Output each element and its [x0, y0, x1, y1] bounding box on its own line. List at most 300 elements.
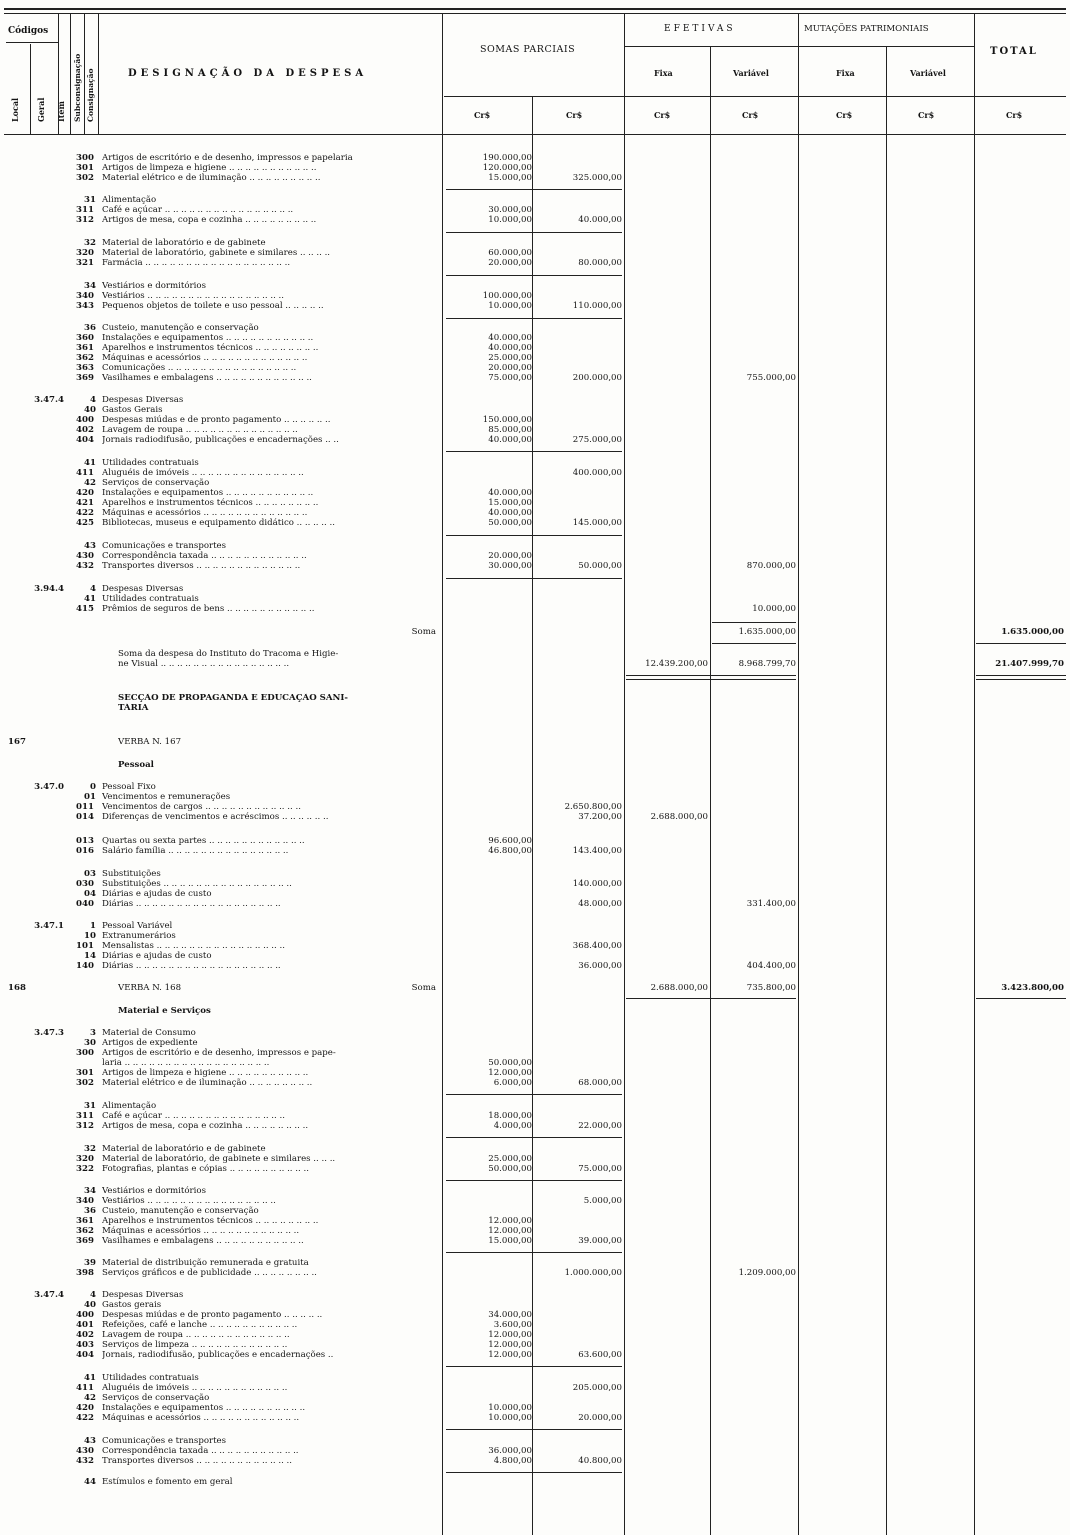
item-code: 013 — [76, 836, 94, 846]
expense-description: Transportes diversos .. .. .. .. .. .. .. .. .. .. .. .. — [102, 1456, 293, 1466]
item-code: 361 — [76, 1216, 94, 1226]
expense-description: Pessoal — [118, 760, 154, 770]
expense-description: Material elétrico e de iluminação .. .. .. .. .. .. .. .. — [102, 1078, 313, 1088]
item-code: 360 — [76, 333, 94, 343]
geral-code: 3.47.1 — [34, 921, 64, 931]
item-code: 411 — [76, 1383, 94, 1393]
expense-description: Extranumerários — [102, 931, 176, 941]
expense-description: Diárias e ajudas de custo — [102, 951, 212, 961]
amount-p2: 36.000,00 — [578, 961, 622, 971]
item-code: 420 — [76, 1403, 94, 1413]
item-code: 415 — [76, 604, 94, 614]
expense-description: Serviços de conservação — [102, 478, 210, 488]
amount-ev: 1.635.000,00 — [738, 627, 796, 637]
amount-ef: 2.688.000,00 — [650, 983, 708, 993]
rule — [444, 96, 1066, 97]
expense-description: Instalações e equipamentos .. .. .. .. .. .. .. .. .. .. .. — [102, 333, 314, 343]
expense-description: Diárias e ajudas de custo — [102, 889, 212, 899]
expense-description: Material de Consumo — [102, 1028, 196, 1038]
amount-p1: 3.600,00 — [493, 1320, 532, 1330]
consignacao-code: 36 — [84, 1206, 96, 1216]
expense-description: Soma da despesa do Instituto do Tracoma e Higie- — [118, 649, 339, 659]
amount-p2: 140.000,00 — [572, 879, 622, 889]
soma-label: Soma — [411, 983, 436, 993]
amount-p2: 2.650.800,00 — [564, 802, 622, 812]
expense-description: Serviços de limpeza .. .. .. .. .. .. .. .. .. .. .. .. — [102, 1340, 288, 1350]
expense-description: Instalações e equipamentos .. .. .. .. .. .. .. .. .. .. .. — [102, 488, 314, 498]
item-code: 320 — [76, 248, 94, 258]
rule — [624, 14, 625, 1535]
amount-p2: 40.800,00 — [578, 1456, 622, 1466]
expense-description: Lavagem de roupa .. .. .. .. .. .. .. .. .. .. .. .. .. .. — [102, 425, 298, 435]
amount-p2: 40.000,00 — [578, 215, 622, 225]
expense-description: Aluguéis de imóveis .. .. .. .. .. .. .. .. .. .. .. .. — [102, 1383, 288, 1393]
expense-description: Artigos de limpeza e higiene .. .. .. .. .. .. .. .. .. .. — [102, 1068, 309, 1078]
expense-description: Comunicações .. .. .. .. .. .. .. .. .. .. .. .. .. .. .. .. — [102, 363, 297, 373]
item-code: 402 — [76, 425, 94, 435]
expense-description: Despesas miúdas e de pronto pagamento .. .. .. .. .. .. — [102, 415, 331, 425]
item-code: 300 — [76, 153, 94, 163]
amount-p1: 12.000,00 — [488, 1350, 532, 1360]
geral-code: 3.94.4 — [34, 584, 64, 594]
expense-description: Vestiários .. .. .. .. .. .. .. .. .. .. .. .. .. .. .. .. — [102, 1196, 276, 1206]
rule — [446, 1472, 622, 1473]
consignacao-code: 39 — [84, 1258, 96, 1268]
consignacao-code: 10 — [84, 931, 96, 941]
currency-mf: Cr$ — [836, 110, 853, 120]
amount-p1: 120.000,00 — [482, 163, 532, 173]
rule — [710, 46, 711, 1535]
item-code: 320 — [76, 1154, 94, 1164]
header-total: TOTAL — [990, 46, 1038, 57]
consignacao-code: 0 — [90, 782, 96, 792]
rule — [446, 1137, 622, 1138]
header-mutacoes: MUTAÇÕES PATRIMONIAIS — [804, 24, 929, 34]
expense-description: Vestiários .. .. .. .. .. .. .. .. .. .. .. .. .. .. .. .. .. — [102, 291, 284, 301]
expense-description: Fotografias, plantas e cópias .. .. .. .. .. .. .. .. .. .. — [102, 1164, 309, 1174]
rule — [446, 535, 622, 536]
amount-p2: 50.000,00 — [578, 561, 622, 571]
expense-description: Alimentação — [102, 1101, 157, 1111]
rule — [974, 14, 975, 1535]
header-mutacoes-variavel: Variável — [910, 68, 946, 78]
consignacao-code: 43 — [84, 541, 96, 551]
expense-description: Refeições, café e lanche .. .. .. .. .. .. .. .. .. .. .. — [102, 1320, 298, 1330]
amount-p1: 30.000,00 — [488, 205, 532, 215]
top-rule — [4, 8, 1066, 10]
geral-code: 3.47.0 — [34, 782, 64, 792]
consignacao-code: 42 — [84, 478, 96, 488]
item-code: 311 — [76, 1111, 94, 1121]
expense-description: Lavagem de roupa .. .. .. .. .. .. .. .. .. .. .. .. .. — [102, 1330, 290, 1340]
header-efetivas-fixa: Fixa — [654, 68, 673, 78]
amount-p1: 20.000,00 — [488, 551, 532, 561]
expense-description: Salário família .. .. .. .. .. .. .. .. .. .. .. .. .. .. .. — [102, 846, 289, 856]
consignacao-code: 4 — [90, 584, 96, 594]
header-mutacoes-fixa: Fixa — [836, 68, 855, 78]
expense-description: Artigos de escritório e de desenho, impressos e papelaria — [102, 153, 353, 163]
item-code: 301 — [76, 163, 94, 173]
rule — [30, 44, 31, 134]
consignacao-code: 31 — [84, 195, 96, 205]
expense-description: Substituições — [102, 869, 161, 879]
amount-total: 1.635.000,00 — [1001, 627, 1064, 637]
consignacao-code: 40 — [84, 405, 96, 415]
amount-p2: 200.000,00 — [572, 373, 622, 383]
header-subconsignacao: Subconsignação — [73, 53, 82, 122]
item-code: 400 — [76, 415, 94, 425]
expense-description: Aluguéis de imóveis .. .. .. .. .. .. .. .. .. .. .. .. .. .. — [102, 468, 304, 478]
local-code: 167 — [8, 737, 26, 747]
expense-description: Diárias .. .. .. .. .. .. .. .. .. .. .. .. .. .. .. .. .. .. — [102, 961, 281, 971]
expense-description: Máquinas e acessórios .. .. .. .. .. .. .. .. .. .. .. .. — [102, 1413, 300, 1423]
amount-p2: 275.000,00 — [572, 435, 622, 445]
amount-p2: 368.400,00 — [572, 941, 622, 951]
expense-description: Material de distribuição remunerada e gratuita — [102, 1258, 309, 1268]
header-efetivas: EFETIVAS — [664, 24, 736, 34]
header-designacao: DESIGNAÇÃO DA DESPESA — [128, 68, 368, 79]
expense-description: Material de laboratório e de gabinete — [102, 238, 266, 248]
amount-ev: 1.209.000,00 — [738, 1268, 796, 1278]
item-code: 404 — [76, 1350, 94, 1360]
item-code: 363 — [76, 363, 94, 373]
expense-description: Vencimentos e remunerações — [102, 792, 231, 802]
item-code: 362 — [76, 353, 94, 363]
expense-description: Utilidades contratuais — [102, 458, 199, 468]
expense-description: Material de laboratório, gabinete e similares .. .. .. .. — [102, 248, 331, 258]
expense-description: Diárias .. .. .. .. .. .. .. .. .. .. .. .. .. .. .. .. .. .. — [102, 899, 281, 909]
amount-p1: 20.000,00 — [488, 363, 532, 373]
expense-description: Pequenos objetos de toilete e uso pessoal .. .. .. .. .. — [102, 301, 324, 311]
rule — [446, 1252, 622, 1253]
amount-p1: 75.000,00 — [488, 373, 532, 383]
expense-description: Diferenças de vencimentos e acréscimos .. .. .. .. .. .. — [102, 812, 329, 822]
amount-p1: 10.000,00 — [488, 1413, 532, 1423]
amount-p1: 12.000,00 — [488, 1068, 532, 1078]
expense-description: Aparelhos e instrumentos técnicos .. .. .. .. .. .. .. .. — [102, 1216, 319, 1226]
amount-p1: 12.000,00 — [488, 1216, 532, 1226]
rule — [446, 451, 622, 452]
expense-description: Transportes diversos .. .. .. .. .. .. .. .. .. .. .. .. .. — [102, 561, 301, 571]
expense-description: Artigos de expediente — [102, 1038, 198, 1048]
amount-p1: 15.000,00 — [488, 1236, 532, 1246]
amount-p1: 60.000,00 — [488, 248, 532, 258]
item-code: 369 — [76, 1236, 94, 1246]
item-code: 401 — [76, 1320, 94, 1330]
item-code: 369 — [76, 373, 94, 383]
rule — [446, 578, 622, 579]
expense-description: VERBA N. 168 — [118, 983, 182, 993]
item-code: 398 — [76, 1268, 94, 1278]
amount-ev: 404.400,00 — [746, 961, 796, 971]
expense-description: Alimentação — [102, 195, 157, 205]
rule — [446, 1180, 622, 1181]
consignacao-code: 31 — [84, 1101, 96, 1111]
expense-description: laria .. .. .. .. .. .. .. .. .. .. .. .. .. .. .. .. .. .. — [102, 1058, 270, 1068]
top-rule-thin — [4, 13, 1066, 14]
rule — [976, 998, 1066, 999]
expense-description: Farmácia .. .. .. .. .. .. .. .. .. .. .. .. .. .. .. .. .. .. — [102, 258, 291, 268]
amount-p1: 18.000,00 — [488, 1111, 532, 1121]
item-code: 425 — [76, 518, 94, 528]
amount-p1: 25.000,00 — [488, 353, 532, 363]
amount-p1: 10.000,00 — [488, 301, 532, 311]
header-item: Item — [56, 101, 66, 122]
consignacao-code: 41 — [84, 594, 96, 604]
consignacao-code: 43 — [84, 1436, 96, 1446]
amount-p2: 400.000,00 — [572, 468, 622, 478]
amount-p1: 85.000,00 — [488, 425, 532, 435]
rule — [6, 42, 58, 43]
amount-p1: 30.000,00 — [488, 561, 532, 571]
rule — [712, 643, 796, 644]
amount-ev: 735.800,00 — [746, 983, 796, 993]
expense-description: Material de laboratório e de gabinete — [102, 1144, 266, 1154]
expense-description: Jornais radiodifusão, publicações e encadernações .. .. — [102, 435, 339, 445]
item-code: 312 — [76, 215, 94, 225]
consignacao-code: 44 — [84, 1477, 96, 1487]
item-code: 101 — [76, 941, 94, 951]
item-code: 011 — [76, 802, 94, 812]
amount-p1: 4.000,00 — [493, 1121, 532, 1131]
amount-p1: 12.000,00 — [488, 1340, 532, 1350]
amount-p2: 22.000,00 — [578, 1121, 622, 1131]
consignacao-code: 40 — [84, 1300, 96, 1310]
currency-p2: Cr$ — [566, 110, 583, 120]
header-codigos: Códigos — [8, 26, 49, 36]
amount-p2: 1.000.000,00 — [564, 1268, 622, 1278]
consignacao-code: 14 — [84, 951, 96, 961]
amount-p2: 63.600,00 — [578, 1350, 622, 1360]
amount-p1: 50.000,00 — [488, 518, 532, 528]
expense-description: Vestiários e dormitórios — [102, 281, 206, 291]
expense-description: Quartas ou sexta partes .. .. .. .. .. .. .. .. .. .. .. .. — [102, 836, 305, 846]
expense-description: Despesas Diversas — [102, 1290, 184, 1300]
expense-description: Material elétrico e de iluminação .. .. .. .. .. .. .. .. .. — [102, 173, 321, 183]
item-code: 421 — [76, 498, 94, 508]
consignacao-code: 04 — [84, 889, 96, 899]
expense-description: Pessoal Variável — [102, 921, 173, 931]
item-code: 343 — [76, 301, 94, 311]
amount-ef: 12.439.200,00 — [645, 659, 708, 669]
amount-p1: 15.000,00 — [488, 498, 532, 508]
rule — [712, 622, 796, 623]
rule — [446, 189, 622, 190]
amount-p1: 40.000,00 — [488, 343, 532, 353]
amount-ev: 331.400,00 — [746, 899, 796, 909]
item-code: 014 — [76, 812, 94, 822]
item-code: 430 — [76, 1446, 94, 1456]
rule — [626, 675, 796, 680]
rule — [446, 1429, 622, 1430]
item-code: 311 — [76, 205, 94, 215]
amount-p1: 34.000,00 — [488, 1310, 532, 1320]
item-code: 322 — [76, 1164, 94, 1174]
amount-p2: 75.000,00 — [578, 1164, 622, 1174]
amount-p1: 96.600,00 — [488, 836, 532, 846]
consignacao-code: 4 — [90, 395, 96, 405]
consignacao-code: 41 — [84, 458, 96, 468]
amount-p2: 110.000,00 — [572, 301, 622, 311]
rule — [532, 96, 533, 1535]
amount-p1: 12.000,00 — [488, 1226, 532, 1236]
amount-p1: 15.000,00 — [488, 173, 532, 183]
expense-description: Aparelhos e instrumentos técnicos .. .. .. .. .. .. .. .. — [102, 343, 319, 353]
geral-code: 3.47.3 — [34, 1028, 64, 1038]
amount-p2: 80.000,00 — [578, 258, 622, 268]
item-code: 420 — [76, 488, 94, 498]
rule — [98, 14, 99, 134]
item-code: 140 — [76, 961, 94, 971]
expense-description: Mensalistas .. .. .. .. .. .. .. .. .. .. .. .. .. .. .. .. — [102, 941, 285, 951]
amount-p2: 5.000,00 — [583, 1196, 622, 1206]
expense-description: Jornais, radiodifusão, publicações e encadernações .. — [102, 1350, 334, 1360]
expense-description: Aparelhos e instrumentos técnicos .. .. .. .. .. .. .. .. — [102, 498, 319, 508]
rule — [58, 14, 59, 134]
rule — [886, 46, 887, 1535]
item-code: 301 — [76, 1068, 94, 1078]
item-code: 016 — [76, 846, 94, 856]
amount-ev: 755.000,00 — [746, 373, 796, 383]
expense-description: Gastos Gerais — [102, 405, 163, 415]
amount-p1: 40.000,00 — [488, 435, 532, 445]
expense-description: Custeio, manutenção e conservação — [102, 1206, 259, 1216]
item-code: 403 — [76, 1340, 94, 1350]
item-code: 030 — [76, 879, 94, 889]
expense-description: Pessoal Fixo — [102, 782, 156, 792]
expense-description: Correspondência taxada .. .. .. .. .. .. .. .. .. .. .. .. — [102, 551, 307, 561]
currency-p1: Cr$ — [474, 110, 491, 120]
expense-description: Material de laboratório, de gabinete e similares .. .. .. — [102, 1154, 336, 1164]
amount-p2: 143.400,00 — [572, 846, 622, 856]
consignacao-code: 34 — [84, 281, 96, 291]
amount-ev: 10.000,00 — [752, 604, 796, 614]
consignacao-code: 32 — [84, 1144, 96, 1154]
rule — [446, 318, 622, 319]
header-efetivas-variavel: Variável — [733, 68, 769, 78]
expense-description: Gastos gerais — [102, 1300, 162, 1310]
rule — [976, 643, 1066, 644]
amount-p1: 20.000,00 — [488, 258, 532, 268]
amount-p2: 37.200,00 — [578, 812, 622, 822]
expense-description: Despesas miúdas e de pronto pagamento .. .. .. .. .. — [102, 1310, 323, 1320]
expense-description: Café e açúcar .. .. .. .. .. .. .. .. .. .. .. .. .. .. .. .. — [102, 205, 294, 215]
item-code: 402 — [76, 1330, 94, 1340]
amount-p1: 190.000,00 — [482, 153, 532, 163]
expense-description: Vencimentos de cargos .. .. .. .. .. .. .. .. .. .. .. .. — [102, 802, 301, 812]
item-code: 362 — [76, 1226, 94, 1236]
expense-description: Despesas Diversas — [102, 395, 184, 405]
amount-p1: 10.000,00 — [488, 215, 532, 225]
expense-description: Café e açúcar .. .. .. .. .. .. .. .. .. .. .. .. .. .. .. — [102, 1111, 285, 1121]
item-code: 321 — [76, 258, 94, 268]
expense-description: Serviços de conservação — [102, 1393, 210, 1403]
consignacao-code: 3 — [90, 1028, 96, 1038]
expense-description: Instalações e equipamentos .. .. .. .. .. .. .. .. .. .. — [102, 1403, 306, 1413]
expense-description: SECÇÃO DE PROPAGANDA E EDUCAÇÃO SANI- — [118, 693, 348, 703]
item-code: 340 — [76, 1196, 94, 1206]
consignacao-code: 30 — [84, 1038, 96, 1048]
amount-p1: 36.000,00 — [488, 1446, 532, 1456]
amount-p1: 40.000,00 — [488, 508, 532, 518]
consignacao-code: 36 — [84, 323, 96, 333]
expense-description: Comunicações e transportes — [102, 541, 227, 551]
currency-ev: Cr$ — [742, 110, 759, 120]
local-code: 168 — [8, 983, 26, 993]
item-code: 302 — [76, 1078, 94, 1088]
expense-description: Vasilhames e embalagens .. .. .. .. .. .. .. .. .. .. .. .. — [102, 373, 312, 383]
expense-description: Material e Serviços — [118, 1006, 211, 1016]
expense-description: Artigos de escritório e de desenho, impressos e pape- — [102, 1048, 336, 1058]
consignacao-code: 42 — [84, 1393, 96, 1403]
amount-p2: 48.000,00 — [578, 899, 622, 909]
item-code: 411 — [76, 468, 94, 478]
expense-description: Substituições .. .. .. .. .. .. .. .. .. .. .. .. .. .. .. .. — [102, 879, 292, 889]
amount-ef: 2.688.000,00 — [650, 812, 708, 822]
amount-p1: 25.000,00 — [488, 1154, 532, 1164]
item-code: 422 — [76, 1413, 94, 1423]
item-code: 302 — [76, 173, 94, 183]
expense-description: Utilidades contratuais — [102, 1373, 199, 1383]
item-code: 040 — [76, 899, 94, 909]
header-geral: Geral — [36, 97, 46, 122]
amount-p1: 46.800,00 — [488, 846, 532, 856]
amount-ev: 8.968.799,70 — [738, 659, 796, 669]
rule — [442, 14, 443, 1535]
consignacao-code: 41 — [84, 1373, 96, 1383]
expense-description: Artigos de mesa, copa e cozinha .. .. .. .. .. .. .. .. .. — [102, 215, 317, 225]
amount-total: 21.407.999,70 — [995, 659, 1064, 669]
expense-description: Vestiários e dormitórios — [102, 1186, 206, 1196]
header-consignacao: Consignação — [86, 68, 95, 122]
consignacao-code: 32 — [84, 238, 96, 248]
expense-description: Despesas Diversas — [102, 584, 184, 594]
consignacao-code: 1 — [90, 921, 96, 931]
expense-description: Artigos de mesa, copa e cozinha .. .. .. .. .. .. .. .. — [102, 1121, 309, 1131]
expense-description: Máquinas e acessórios .. .. .. .. .. .. .. .. .. .. .. .. — [102, 1226, 300, 1236]
amount-p2: 145.000,00 — [572, 518, 622, 528]
header-somas-parciais: SOMAS PARCIAIS — [480, 44, 576, 55]
header-local: Local — [10, 97, 20, 122]
expense-description: Máquinas e acessórios .. .. .. .. .. .. .. .. .. .. .. .. .. — [102, 508, 308, 518]
currency-ef: Cr$ — [654, 110, 671, 120]
expense-description: Vasilhames e embalagens .. .. .. .. .. .. .. .. .. .. .. — [102, 1236, 304, 1246]
amount-p2: 325.000,00 — [572, 173, 622, 183]
geral-code: 3.47.4 — [34, 1290, 64, 1300]
amount-p1: 10.000,00 — [488, 1403, 532, 1413]
expense-description: Comunicações e transportes — [102, 1436, 227, 1446]
expense-description: ne Visual .. .. .. .. .. .. .. .. .. .. .. .. .. .. .. .. — [118, 659, 290, 669]
currency-total: Cr$ — [1006, 110, 1023, 120]
expense-description: Utilidades contratuais — [102, 594, 199, 604]
amount-p2: 20.000,00 — [578, 1413, 622, 1423]
item-code: 422 — [76, 508, 94, 518]
item-code: 432 — [76, 561, 94, 571]
item-code: 300 — [76, 1048, 94, 1058]
rule — [446, 275, 622, 276]
consignacao-code: 03 — [84, 869, 96, 879]
rule — [626, 998, 796, 999]
item-code: 432 — [76, 1456, 94, 1466]
expense-description: Custeio, manutenção e conservação — [102, 323, 259, 333]
item-code: 340 — [76, 291, 94, 301]
amount-p1: 50.000,00 — [488, 1164, 532, 1174]
item-code: 361 — [76, 343, 94, 353]
amount-p2: 39.000,00 — [578, 1236, 622, 1246]
amount-p1: 40.000,00 — [488, 333, 532, 343]
amount-total: 3.423.800,00 — [1001, 983, 1064, 993]
rule — [624, 46, 974, 47]
